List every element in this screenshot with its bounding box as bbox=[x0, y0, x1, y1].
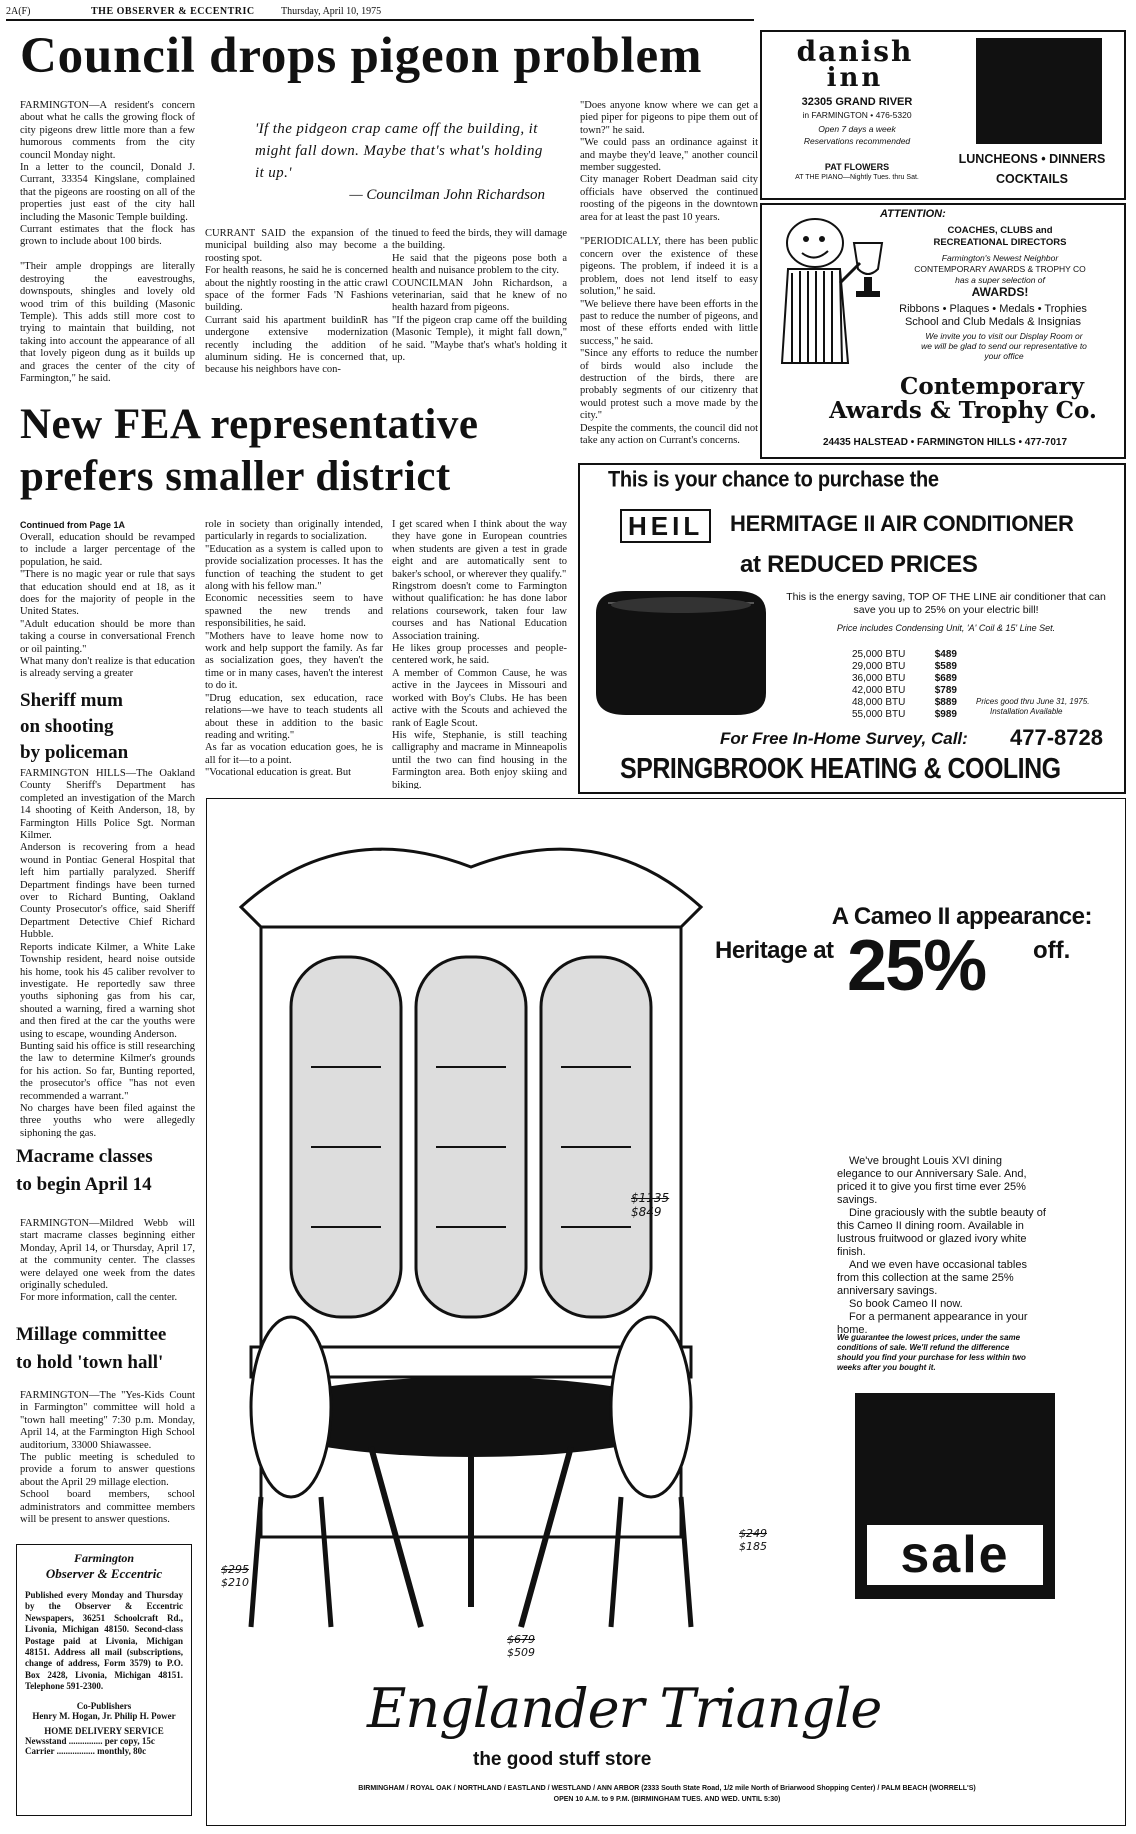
danish-inn-name-1: danish bbox=[796, 35, 914, 68]
heil-logo: HEIL bbox=[620, 509, 711, 543]
co-publishers-label: Co-Publishers bbox=[76, 1700, 132, 1711]
danish-inn-logo bbox=[780, 35, 930, 93]
heil-company: SPRINGBROOK HEATING & COOLING bbox=[620, 752, 1061, 786]
pull-quote-box bbox=[255, 118, 555, 218]
btu-label: 55,000 BTU bbox=[852, 709, 906, 720]
price-row bbox=[852, 649, 957, 661]
danish-inn-cocktails: COCKTAILS bbox=[996, 172, 1068, 186]
heil-headline: This is your chance to purchase the bbox=[608, 467, 939, 493]
co-publishers: Henry M. Hogan, Jr. Philip H. Power bbox=[32, 1710, 176, 1721]
cameo-body-3: And we even have occasional tables from this collection at the same 25% anniversary savings. bbox=[837, 1259, 1027, 1297]
price-value: $689 bbox=[934, 673, 957, 684]
awards-intro-3: has a super selection of bbox=[955, 275, 1045, 285]
awards-intro-2: CONTEMPORARY AWARDS & TROPHY CO bbox=[914, 264, 1086, 274]
cameo-body-2: Dine graciously with the subtle beauty of this Cameo II dining room. Available in lustrous fruitwood or glazed ivory white finish. bbox=[837, 1207, 1046, 1258]
carrier-price: Carrier ................. monthly, 80c bbox=[25, 1745, 147, 1756]
macrame-headline-2: to begin April 14 bbox=[16, 1174, 152, 1195]
price-chair-right bbox=[739, 1527, 767, 1553]
danish-inn-ad bbox=[760, 30, 1126, 200]
publisher-box bbox=[16, 1544, 192, 1816]
fea-col-3: I get scared when I think about the way they have gone in European countries when students are given a test in grade eight and are automatically sent to baker's school, or wherever they qualify." Ringstrom doesn't come to Farmington without qualification: he has done labor relations coursework, taken four law courses and has National Education Association training. He likes group processes and people-centered work, he said. A member of Common Cause, he was active in the Jaycees in Missouri and worked with Boy's Clubs. He has been active with the Scouts and achieved the rank of Eagle Scout. His wife, Stephanie, is still teaching calligraphy and macrame in Minneapolis until the two can find housing in the Farmington area. Both enjoy skiing and biking. bbox=[392, 519, 567, 789]
delivery-label: HOME DELIVERY SERVICE bbox=[44, 1725, 164, 1736]
heil-survey: For Free In-Home Survey, Call: bbox=[720, 729, 968, 748]
sheriff-headline-3: by policeman bbox=[20, 742, 129, 763]
furniture-ad bbox=[206, 798, 1126, 1826]
danish-inn-entertainer: PAT FLOWERS bbox=[824, 162, 890, 172]
price-chair-right-sale: $185 bbox=[739, 1540, 767, 1553]
millage-headline-2: to hold 'town hall' bbox=[16, 1352, 164, 1373]
issue-date: Thursday, April 10, 1975 bbox=[281, 6, 382, 17]
btu-label: 48,000 BTU bbox=[852, 697, 906, 708]
cameo-body bbox=[837, 1155, 1047, 1337]
fea-col-2: role in society than originally intended, particularly in regards to socialization. "Education as a system is called upon to provide socialization processes. It has the function of teaching the student to get along with his fellow man." Economic necessities seem to have spawned the new trends and responsibilities, he said. "Mothers have to leave home now to work and help support the family. As far as socialization goes, they haven't the time or in many cases, haven't the interest to do it. "Drug education, sex education, race relations—we have to teach students all about these in addition to the basic reading and writing." As far as vocation education goes, he is all for it—to a point. "Vocational education is great. But bbox=[205, 519, 383, 779]
price-table-sale: $509 bbox=[507, 1646, 535, 1659]
pull-quote-attribution: — Councilman John Richardson bbox=[349, 187, 545, 203]
price-table-original: $679 bbox=[507, 1633, 535, 1646]
store-locations: BIRMINGHAM / ROYAL OAK / NORTHLAND / EASTLAND / WESTLAND / ANN ARBOR (2333 South State Road, 1/2 mile North of Briarwood Shopping Center) / PALM BEACH (WORRELL'S) bbox=[358, 1785, 976, 1792]
price-value: $889 bbox=[934, 697, 957, 708]
cameo-body-5: For a permanent appearance in your home. bbox=[837, 1311, 1028, 1336]
publisher-body: Published every Monday and Thursday by the Observer & Eccentric Newspapers, 36251 Schoolcraft Rd., Livonia, Michigan 48150. Second-class Postage paid at Livonia, Michigan 48151. Address all mail (subscriptions, change of address, Form 3579) to P.O. Box 2428, Livonia, Michigan 48151. Telephone 591-2300. bbox=[25, 1590, 183, 1692]
fea-col-1: Overall, education should be revamped to include a larger percentage of the population, he said. "There is no magic year or rule that says that education should end at 18, as it does for the majority of people in the United States. "Adult education should be more than taking a course in conversational French or oil painting." What many don't realize is that education is already serving a greater bbox=[20, 532, 195, 680]
price-value: $989 bbox=[934, 709, 957, 720]
danish-inn-name-2: inn bbox=[826, 63, 884, 93]
price-row bbox=[852, 685, 957, 697]
awards-awards: AWARDS! bbox=[971, 285, 1029, 299]
danish-inn-piano: AT THE PIANO—Nightly Tues. thru Sat. bbox=[795, 174, 919, 181]
heil-desc: This is the energy saving, TOP OF THE LINE air conditioner that can save you up to 25% on your electric bill! bbox=[786, 591, 1106, 616]
cameo-headline-2: Heritage at bbox=[715, 937, 834, 964]
heil-phone: 477-8728 bbox=[1010, 725, 1103, 750]
price-cabinet-original: $1135 bbox=[631, 1191, 670, 1205]
price-cabinet bbox=[631, 1191, 669, 1219]
btu-label: 36,000 BTU bbox=[852, 673, 906, 684]
paper-name: THE OBSERVER & ECCENTRIC bbox=[91, 6, 255, 17]
sale-block bbox=[855, 1393, 1055, 1599]
pigeon-col-2: CURRANT SAID the expansion of the municipal building also may become a roosting spot. For health reasons, he said he is concerned about the nightly roosting in the attic crawl space of the former Fads 'N Fashions building. Currant said his apartment buildinR has undergone extensive modernization recently including the addition of aluminum siding. He is concerned that, because his neighbors have con- bbox=[205, 228, 388, 376]
pigeon-col-3: tinued to feed the birds, they will damage the building. He said that the pigeons pose both a health and nuisance problem to the city. COUNCILMAN John Richardson, a veterinarian, said that he knew of no health hazard from pigeons. "If the pigeon crap came off the building (Masonic Temple), it might fall down," he said. "Maybe that's what's holding it up. bbox=[392, 228, 567, 364]
price-chair-left-original: $295 bbox=[221, 1563, 249, 1576]
pull-quote: 'If the pidgeon crap came off the building, it might fall down. Maybe that's what's holding it up.' bbox=[255, 121, 543, 181]
cameo-guarantee: We guarantee the lowest prices, under the same conditions of sale. We'll refund the difference should you find your purchase for less within two weeks after you bought it. bbox=[837, 1333, 1026, 1372]
price-row bbox=[852, 709, 957, 721]
masthead-rule bbox=[6, 19, 754, 21]
dining-room-illustration bbox=[221, 807, 721, 1647]
awards-address: 24435 HALSTEAD • FARMINGTON HILLS • 477-7017 bbox=[822, 437, 1068, 448]
sheriff-body: FARMINGTON HILLS—The Oakland County Sheriff's Department has completed an investigation of the March 14 shooting of Keith Anderson, 18, by Farmington Hills Police Sgt. Norman Kilmer. Anderson is recovering from a head wound in Pontiac General Hospital that left him partially paralyzed. Sheriff Department findings have been turned over to Richard Bunting, Oakland County Prosecutor's office, said Sheriff Department Detective Chief Richard Hubble. Reports indicate Kilmer, a White Lake Township resident, heard noise outside his home, took his 45 caliber revolver to investigate. He reportedly saw three youths siphoning gas from his car, shouted a warning, fired a warning shot and then fired at the car the youths were using to escape, wounding Anderson. Bunting said his office is still researching the law to determine Kilmer's grounds for his action. So far, Bunting reported, the prosecutor's office "has not even recommended a warrant." No charges have been filed against the three youths who were allegedly siphoning the gas. bbox=[20, 768, 195, 1138]
price-value: $489 bbox=[934, 649, 957, 660]
page-number: 2A(F) bbox=[6, 6, 31, 17]
masthead bbox=[6, 4, 1130, 20]
awards-items-1: Ribbons • Plaques • Medals • Trophies bbox=[899, 303, 1087, 315]
awards-audience-2: RECREATIONAL DIRECTORS bbox=[933, 237, 1067, 248]
awards-intro-1: Farmington's Newest Neighbor bbox=[941, 253, 1059, 263]
price-row bbox=[852, 661, 957, 673]
macrame-body: FARMINGTON—Mildred Webb will start macrame classes beginning either Monday, April 14, or Thursday, April 17, at the community center. The classes were delayed one week from the dates originally scheduled. For more information, call the center. bbox=[20, 1218, 195, 1304]
danish-inn-photo bbox=[976, 38, 1102, 144]
heil-includes: Price includes Condensing Unit, 'A' Coil & 15' Line Set. bbox=[836, 623, 1056, 633]
cameo-body-4: So book Cameo II now. bbox=[849, 1298, 963, 1310]
fea-headline-1: New FEA representative bbox=[20, 401, 479, 448]
btu-label: 25,000 BTU bbox=[852, 649, 906, 660]
price-value: $589 bbox=[934, 661, 957, 672]
danish-inn-meals: LUNCHEONS • DINNERS bbox=[958, 152, 1106, 166]
awards-invite: We invite you to visit our Display Room or we will be glad to send our representative to your office bbox=[921, 331, 1087, 361]
price-cabinet-sale: $849 bbox=[631, 1205, 662, 1219]
fea-continued: Continued from Page 1A bbox=[20, 520, 126, 530]
cameo-percent: 25% bbox=[847, 926, 986, 1006]
awards-audience-1: COACHES, CLUBS and bbox=[947, 225, 1053, 236]
price-value: $789 bbox=[934, 685, 957, 696]
pigeon-headline: Council drops pigeon problem bbox=[20, 28, 703, 84]
trophy-mascot-illustration bbox=[770, 213, 890, 373]
price-chair-left bbox=[221, 1563, 249, 1589]
awards-items-2: School and Club Medals & Insignias bbox=[904, 316, 1082, 328]
cameo-headline-1: A Cameo II appearance: bbox=[831, 903, 1092, 930]
awards-attention: ATTENTION: bbox=[880, 208, 946, 220]
danish-inn-city-phone: in FARMINGTON • 476-5320 bbox=[802, 110, 912, 120]
publisher-title-2: Observer & Eccentric bbox=[45, 1566, 163, 1581]
newsstand-price: Newsstand ............... per copy, 15c bbox=[25, 1735, 155, 1746]
cameo-body-1: We've brought Louis XVI dining elegance to our Anniversary Sale. And, priced it to give you first time ever 25% savings. bbox=[837, 1155, 1027, 1206]
store-hours: OPEN 10 A.M. to 9 P.M. (BIRMINGHAM TUES. AND WED. UNTIL 5:30) bbox=[553, 1796, 781, 1803]
btu-label: 42,000 BTU bbox=[852, 685, 906, 696]
heil-ad bbox=[578, 463, 1126, 794]
millage-headline-1: Millage committee bbox=[16, 1324, 167, 1345]
fea-headline-2: prefers smaller district bbox=[20, 453, 451, 500]
price-chair-right-original: $249 bbox=[739, 1527, 767, 1540]
awards-name-2: Awards & Trophy Co. bbox=[829, 397, 1097, 424]
millage-body: FARMINGTON—The "Yes-Kids Count in Farmington" committee will hold a "town hall meeting" 7:30 p.m. Monday, April 14, at the Farmington High School auditorium, 33000 Shiawassee. The public meeting is scheduled to provide a forum to answer questions about the April 29 millage election. School board members, school administrators and committee members will be present to answer questions. bbox=[20, 1390, 195, 1526]
sheriff-headline-2: on shooting bbox=[20, 716, 114, 737]
price-chair-left-sale: $210 bbox=[221, 1576, 249, 1589]
awards-name-1: Contemporary bbox=[900, 373, 1084, 400]
air-conditioner-illustration bbox=[586, 583, 776, 723]
danish-inn-address: 32305 GRAND RIVER bbox=[801, 96, 913, 108]
publisher-title-1: Farmington bbox=[73, 1551, 135, 1565]
heil-good-thru: Prices good thru June 31, 1975. bbox=[976, 697, 1090, 706]
heil-offer: at REDUCED PRICES bbox=[740, 551, 978, 578]
heil-product: HERMITAGE II AIR CONDITIONER bbox=[730, 511, 1074, 536]
store-tagline: the good stuff store bbox=[473, 1749, 652, 1770]
danish-inn-hours: Open 7 days a week bbox=[818, 124, 896, 134]
heil-install: Installation Available bbox=[990, 707, 1063, 716]
heil-price-table bbox=[852, 649, 957, 721]
sale-label: sale bbox=[867, 1525, 1043, 1585]
macrame-headline-1: Macrame classes bbox=[16, 1146, 153, 1167]
pigeon-col-4: "Does anyone know where we can get a pied piper for pigeons to pipe them out of town?" he said. "We could pass an ordinance against it and maybe they'd leave," another council member suggested. City manager Robert Deadman said city officials have observed the continued roosting of the pigeons in the downtown area for at least the past 10 years. "PERIODICALLY, there has been public concern over the existence of these pigeons. The problem, if indeed it is a problem, does not lend itself to easy solution," he said. "We believe there have been efforts in the past to reduce the number of pigeons, and most of these efforts ended with little success," he said. "Since any efforts to reduce the number of birds would also include the destruction of the birds, there are probably segments of our citizenry that would protest such a move made by the city." Despite the comments, the council did not take any action on Currant's concerns. bbox=[580, 100, 758, 445]
price-row bbox=[852, 673, 957, 685]
englander-signature: Englander Triangle bbox=[367, 1677, 882, 1740]
danish-inn-reservations: Reservations recommended bbox=[803, 136, 911, 146]
pigeon-col-1: FARMINGTON—A resident's concern about what he calls the growing flock of city pigeons drew little more than a few humorous comments from the city council Monday night. In a letter to the council, Donald J. Currant, 33354 Kingslane, complained that the pigeons are roosting on all of the properties just east of the city hall including the Masonic Temple building. Currant estimates that the flock has grown to include about 100 birds. "Their ample droppings are literally destroying the eavestroughs, downspouts, shingles and lovely old wood trim of this building (Masonic Temple). This adds still more cost to trying to maintain that building, not taking into account the appearance of all that lovely pigeon dung as it builds up and graces the center of the city of Farmington," he said. bbox=[20, 100, 195, 384]
price-table bbox=[507, 1633, 535, 1659]
cameo-off: off. bbox=[1033, 937, 1071, 964]
awards-ad bbox=[760, 203, 1126, 459]
btu-label: 29,000 BTU bbox=[852, 661, 906, 672]
sheriff-headline-1: Sheriff mum bbox=[20, 690, 123, 711]
price-row bbox=[852, 697, 957, 709]
